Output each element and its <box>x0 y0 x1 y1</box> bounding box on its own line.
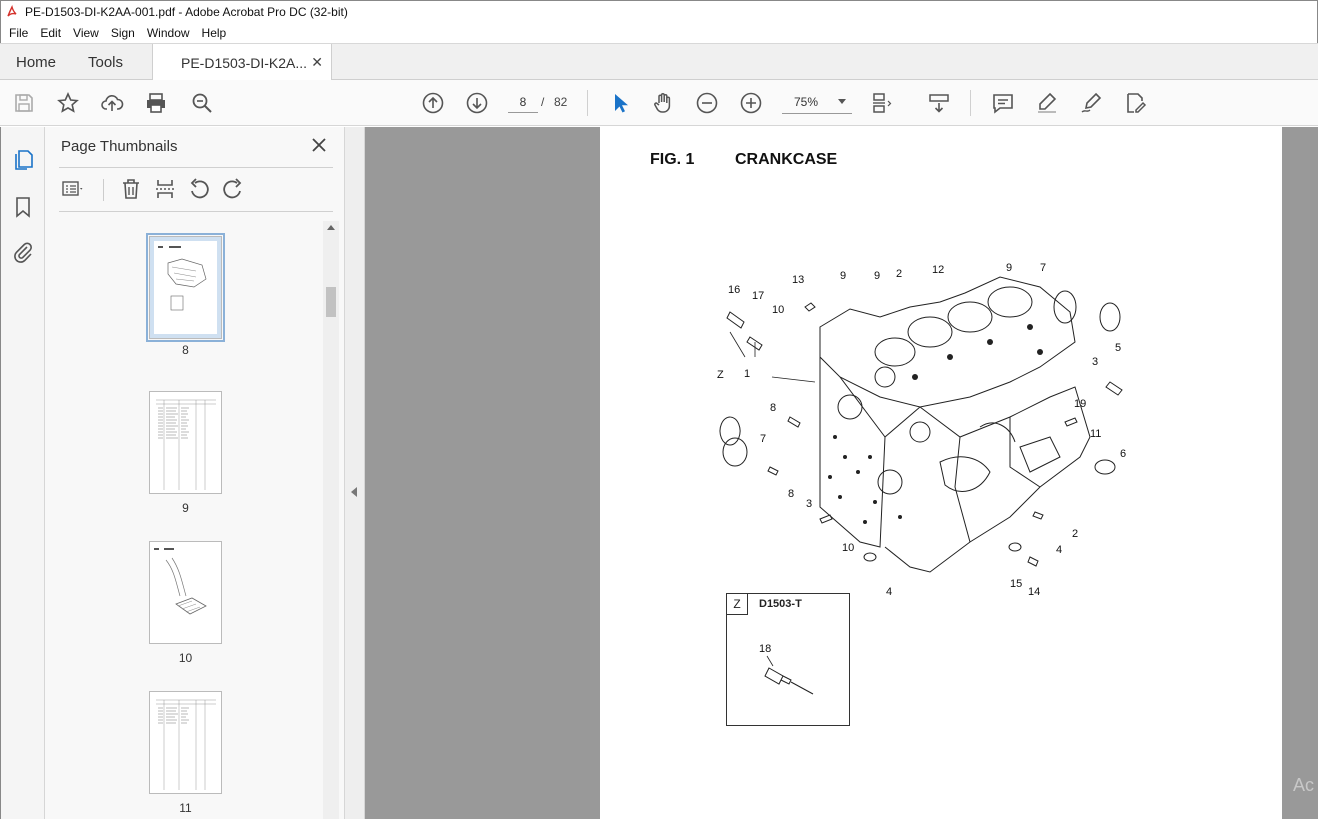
svg-text:6: 6 <box>1120 448 1127 460</box>
svg-text:8: 8 <box>770 402 777 414</box>
svg-text:11: 11 <box>1090 428 1102 440</box>
svg-text:10: 10 <box>842 542 855 554</box>
bookmark-icon[interactable] <box>11 195 35 219</box>
inset-letter: Z <box>726 593 748 615</box>
thumbnail-label: 9 <box>182 501 189 515</box>
attachment-icon[interactable] <box>11 240 35 264</box>
svg-text:17: 17 <box>752 290 765 302</box>
save-icon[interactable] <box>10 89 38 117</box>
panel-divider <box>59 211 333 212</box>
thumbnails-panel <box>45 127 345 819</box>
svg-text:8: 8 <box>788 488 795 500</box>
menu-edit[interactable]: Edit <box>40 26 62 40</box>
svg-text:10: 10 <box>772 304 785 316</box>
svg-text:3: 3 <box>1092 356 1099 368</box>
svg-text:1: 1 <box>744 368 751 380</box>
thumbnail-label: 11 <box>179 801 192 815</box>
page-thumbnails-icon[interactable] <box>11 148 35 172</box>
thumbnail-page[interactable] <box>149 541 222 644</box>
figure-title: CRANKCASE <box>735 151 838 168</box>
svg-text:16: 16 <box>728 284 741 296</box>
tab-document[interactable] <box>152 44 332 81</box>
print-icon[interactable] <box>142 89 170 117</box>
tab-document-label: PE-D1503-DI-K2A... <box>181 54 308 71</box>
svg-text:2: 2 <box>896 268 903 280</box>
acrobat-icon <box>5 5 19 19</box>
upload-icon[interactable] <box>98 89 126 117</box>
svg-text:15: 15 <box>1010 578 1023 590</box>
thumbnail-scrollbar[interactable] <box>323 221 339 819</box>
toolbar-separator <box>587 90 588 116</box>
zoom-out-icon[interactable] <box>693 89 721 117</box>
title-bar <box>0 0 1318 23</box>
scroll-mode-icon[interactable] <box>925 89 953 117</box>
panel-title: Page Thumbnails <box>61 138 178 155</box>
inset-part-drawing <box>727 624 849 724</box>
rotate-right-icon[interactable] <box>221 177 245 201</box>
collapse-panel-icon[interactable] <box>351 487 357 497</box>
star-icon[interactable] <box>54 89 82 117</box>
zoom-select[interactable] <box>782 90 852 114</box>
fill-sign-icon[interactable] <box>1077 89 1105 117</box>
window-title: PE-D1503-DI-K2AA-001.pdf - Adobe Acrobat Pro DC (32-bit) <box>25 5 348 19</box>
delete-icon[interactable] <box>119 177 143 201</box>
panel-divider <box>59 167 333 168</box>
menu-bar <box>0 23 1318 43</box>
panel-tool-separator <box>103 179 104 201</box>
thumbnail-label: 8 <box>182 343 189 357</box>
tab-tools[interactable]: Tools <box>88 53 124 71</box>
highlight-pen-icon[interactable] <box>1033 89 1061 117</box>
next-page-icon[interactable] <box>463 89 491 117</box>
document-view[interactable] <box>365 127 1318 819</box>
menu-help[interactable]: Help <box>201 26 227 40</box>
svg-text:9: 9 <box>874 270 881 282</box>
page-total: 82 <box>554 95 568 109</box>
toolbar <box>0 80 1318 126</box>
thumbnail-page[interactable] <box>149 691 222 794</box>
zoom-in-icon[interactable] <box>737 89 765 117</box>
menu-view[interactable]: View <box>73 26 99 40</box>
figure-number: FIG. 1 <box>650 151 695 168</box>
svg-text:Z: Z <box>717 369 724 381</box>
select-cursor-icon[interactable] <box>606 89 634 117</box>
prev-page-icon[interactable] <box>419 89 447 117</box>
hand-tool-icon[interactable] <box>649 89 677 117</box>
page-separator: / <box>541 95 545 109</box>
page-fit-icon[interactable] <box>867 89 895 117</box>
page-number-input[interactable] <box>508 91 538 113</box>
svg-text:3: 3 <box>806 498 813 510</box>
svg-text:7: 7 <box>760 433 767 445</box>
watermark-text: Ac <box>1293 775 1315 795</box>
close-panel-icon[interactable] <box>310 136 328 154</box>
comment-icon[interactable] <box>989 89 1017 117</box>
chevron-down-icon <box>838 99 846 104</box>
tab-home[interactable]: Home <box>16 53 57 71</box>
inset-detail-z <box>726 593 850 726</box>
thumbnail-page[interactable] <box>149 236 222 339</box>
svg-text:12: 12 <box>932 264 945 276</box>
options-menu-icon[interactable] <box>61 177 85 201</box>
svg-text:19: 19 <box>1074 398 1087 410</box>
svg-text:2: 2 <box>1072 528 1079 540</box>
svg-text:4: 4 <box>886 586 893 598</box>
crankcase-diagram <box>710 257 1170 607</box>
svg-text:14: 14 <box>1028 586 1041 598</box>
thumbnail-list <box>59 221 323 819</box>
zoom-value: 75% <box>794 95 819 109</box>
scroll-up-icon[interactable] <box>327 225 335 230</box>
svg-text:13: 13 <box>792 274 805 286</box>
svg-text:18: 18 <box>759 643 772 655</box>
insert-pages-icon[interactable] <box>153 177 177 201</box>
inset-model: D1503-T <box>759 598 802 610</box>
svg-text:4: 4 <box>1056 544 1063 556</box>
scroll-thumb[interactable] <box>326 287 336 317</box>
svg-text:7: 7 <box>1040 262 1047 274</box>
svg-text:9: 9 <box>1006 262 1013 274</box>
thumbnail-label: 10 <box>178 651 193 665</box>
left-rail <box>0 127 45 819</box>
close-tab-icon[interactable]: ✕ <box>311 54 323 70</box>
tab-bar <box>0 43 1318 80</box>
pdf-page <box>600 127 1282 819</box>
menu-sign[interactable]: Sign <box>110 26 135 40</box>
svg-text:9: 9 <box>840 270 847 282</box>
toolbar-separator <box>970 90 971 116</box>
panel-collapse-strip[interactable] <box>345 127 365 819</box>
edit-pdf-icon[interactable] <box>1121 89 1149 117</box>
search-zoom-icon[interactable] <box>188 89 216 117</box>
menu-window[interactable]: Window <box>146 26 190 40</box>
thumbnail-page[interactable] <box>149 391 222 494</box>
rotate-left-icon[interactable] <box>187 177 211 201</box>
menu-file[interactable]: File <box>9 26 29 40</box>
svg-text:5: 5 <box>1115 342 1122 354</box>
